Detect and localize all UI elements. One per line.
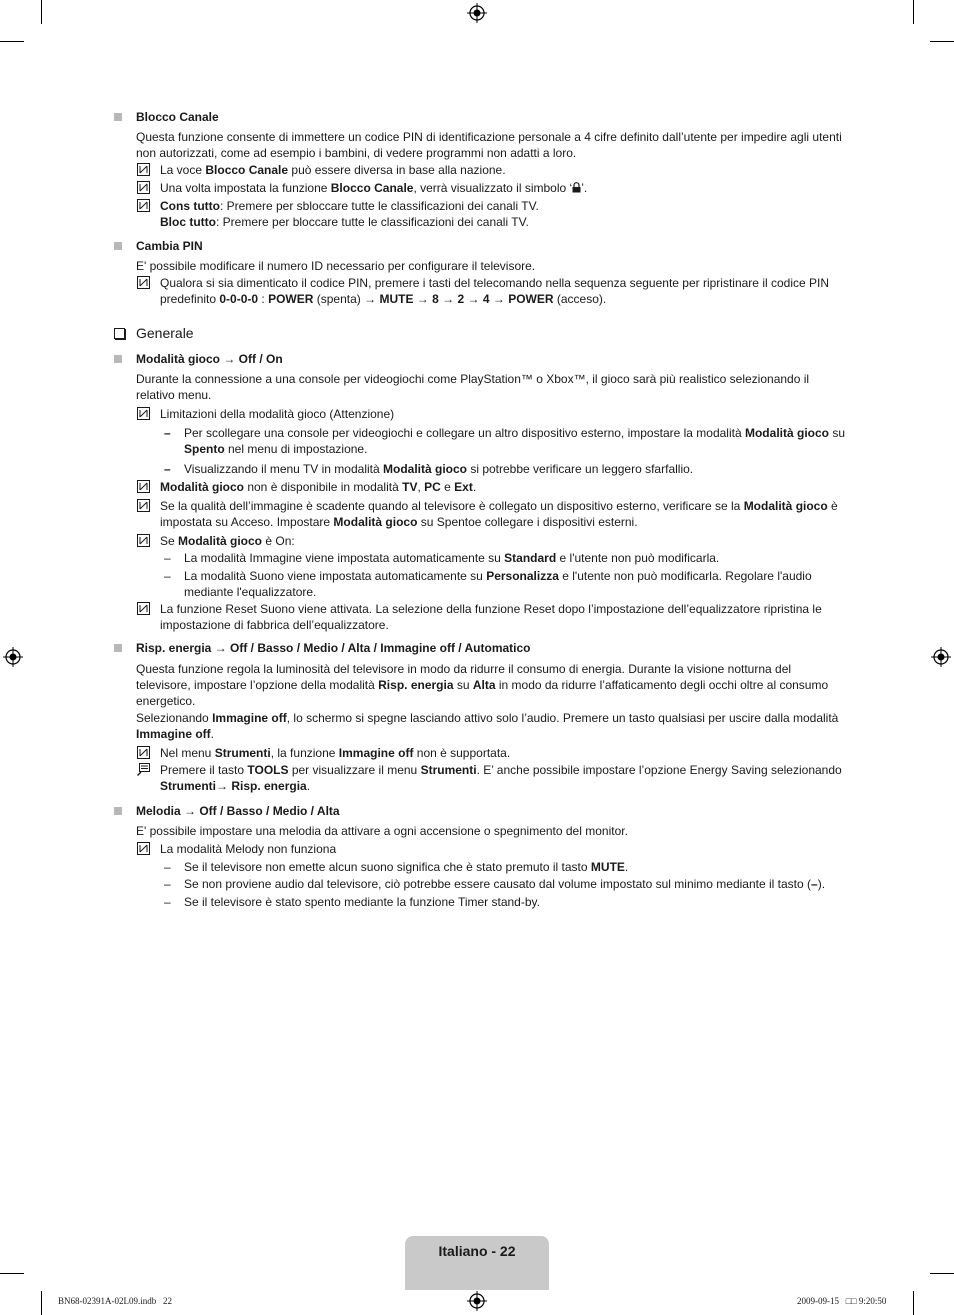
- section-checkbox-icon: [114, 328, 125, 339]
- bullet-square-icon: [114, 242, 122, 250]
- dash-bullet: –: [164, 426, 171, 440]
- dash-bullet: –: [164, 895, 171, 909]
- note-icon: [137, 276, 150, 289]
- registration-mark-icon: [467, 3, 487, 23]
- note-text: La funzione Reset Suono viene attivata. La selezione della funzione Reset dopo l’impostazione dell’equalizzatore ripristina le impostazione di fabbrica dell’equalizzatore.: [160, 602, 822, 632]
- crop-mark: [930, 1273, 954, 1274]
- bullet-square-icon: [114, 644, 122, 652]
- tools-text: Premere il tasto TOOLS per visualizzare il menu Strumenti. E’ anche possibile impostare l’opzione Energy Saving selezionando Strumenti→ Risp. energia.: [160, 763, 842, 793]
- crop-mark: [913, 0, 914, 24]
- melodia-desc: E' possibile impostare una melodia da attivare a ogni accensione o spegnimento del monitor.: [136, 824, 628, 838]
- page-number: Italiano - 22: [438, 1243, 516, 1259]
- dash-text: Per scollegare una console per videogiochi e collegare un altro dispositivo esterno, impostare la modalità Modalità gioco su Spento nel menu di impostazione.: [184, 426, 845, 456]
- bullet-square-icon: [114, 355, 122, 363]
- melodia-heading: Melodia → Off / Basso / Medio / Alta: [136, 804, 340, 818]
- lock-icon: [572, 182, 581, 193]
- note-text: La voce Blocco Canale può essere diversa in base alla nazione.: [160, 163, 506, 177]
- note-text: Modalità gioco non è disponibile in modalità TV, PC e Ext.: [160, 480, 477, 494]
- note-icon: [137, 407, 150, 420]
- note-text: Se la qualità dell’immagine è scadente quando al televisore è collegato un dispositivo esterno, verificare se la Modalità gioco è impostata su Acceso. Impostare Modalità gioco su Spentoe collegare i dispositivi esterni.: [160, 499, 838, 529]
- dash-bullet: –: [164, 877, 171, 891]
- note-text: Limitazioni della modalità gioco (Attenzione): [160, 407, 395, 421]
- bullet-square-icon: [114, 807, 122, 815]
- dash-text: Se non proviene audio dal televisore, ciò potrebbe essere causato dal volume impostato sul minimo mediante il tasto (–).: [184, 877, 826, 891]
- dash-bullet: –: [164, 569, 171, 583]
- dash-text: Visualizzando il menu TV in modalità Modalità gioco si potrebbe verificare un leggero sfarfallio.: [184, 462, 694, 476]
- dash-bullet: –: [164, 860, 171, 874]
- crop-mark: [41, 0, 42, 24]
- note-text: Cons tutto: Premere per sbloccare tutte le classificazioni dei canali TV. Bloc tutto: Premere per bloccare tutte le classificazioni dei canali TV.: [160, 199, 539, 229]
- note-text: La modalità Melody non funziona: [160, 842, 337, 856]
- registration-mark-icon: [931, 647, 951, 667]
- dash-bullet: –: [164, 462, 171, 476]
- print-slug-date: 2009-09-15 □□ 9:20:50: [797, 1296, 887, 1306]
- dash-bullet: –: [164, 551, 171, 565]
- risp-energia-heading: Risp. energia → Off / Basso / Medio / Alta / Immagine off / Automatico: [136, 641, 531, 655]
- blocco-canale-desc: Questa funzione consente di immettere un codice PIN di identificazione personale a 4 cifre definito dall’utente per impedire agli utenti non autorizzati, come ad esempio i bambini, di vedere programmi non adatti a loro.: [136, 130, 842, 160]
- section-title: Generale: [136, 325, 194, 341]
- crop-mark: [913, 1291, 914, 1315]
- note-icon: [137, 163, 150, 176]
- blocco-canale-heading: Blocco Canale: [136, 110, 219, 124]
- note-icon: [137, 480, 150, 493]
- risp-energia-desc-2: Selezionando Immagine off, lo schermo si spegne lasciando attivo solo l’audio. Premere un tasto qualsiasi per uscire dalla modalità Immagine off.: [136, 711, 839, 741]
- note-icon: [137, 602, 150, 615]
- dash-text: La modalità Immagine viene impostata automaticamente su Standard e l'utente non può modificarla.: [184, 551, 720, 565]
- crop-mark: [930, 41, 954, 42]
- tools-icon: [137, 763, 150, 776]
- note-text: Qualora si sia dimenticato il codice PIN, premere i tasti del telecomando nella sequenza seguente per ripristinare il codice PIN predefinito 0-0-0-0 : POWER (spenta) → MUTE → 8 → 2 → 4 → POWER (acceso).: [160, 276, 830, 306]
- note-icon: [137, 199, 150, 212]
- note-text: Nel menu Strumenti, la funzione Immagine off non è supportata.: [160, 746, 511, 760]
- note-icon: [137, 499, 150, 512]
- cambia-pin-desc: E' possibile modificare il numero ID necessario per configurare il televisore.: [136, 259, 536, 273]
- registration-mark-icon: [467, 1291, 487, 1311]
- modalita-gioco-desc: Durante la connessione a una console per videogiochi come PlayStation™ o Xbox™, il gioco sarà più realistico selezionando il relativo menu.: [136, 372, 810, 402]
- dash-text: Se il televisore è stato spento mediante la funzione Timer stand-by.: [184, 895, 540, 909]
- cambia-pin-heading: Cambia PIN: [136, 239, 203, 253]
- note-icon: [137, 842, 150, 855]
- note-icon: [137, 181, 150, 194]
- bullet-square-icon: [114, 113, 122, 121]
- registration-mark-icon: [3, 647, 23, 667]
- risp-energia-desc: Questa funzione regola la luminosità del televisore in modo da ridurre il consumo di energia. Durante la visione notturna del televisore, impostare l’opzione della modalità Risp. energia su Alta in modo da ridurre l’affaticamento degli occhi oltre al consumo energetico.: [136, 662, 829, 708]
- print-slug-file: BN68-02391A-02L09.indb 22: [58, 1296, 172, 1306]
- crop-mark: [41, 1291, 42, 1315]
- crop-mark: [0, 1273, 24, 1274]
- note-text: Una volta impostata la funzione Blocco Canale, verrà visualizzato il simbolo ‘ ’.: [160, 181, 588, 195]
- note-icon: [137, 746, 150, 759]
- note-icon: [137, 534, 150, 547]
- dash-text: La modalità Suono viene impostata automaticamente su Personalizza e l'utente non può modificarla. Regolare l'audio mediante l'equalizzatore.: [184, 569, 812, 599]
- dash-text: Se il televisore non emette alcun suono significa che è stato premuto il tasto MUTE.: [184, 860, 629, 874]
- crop-mark: [0, 41, 24, 42]
- modalita-gioco-heading: Modalità gioco → Off / On: [136, 352, 283, 366]
- note-text: Se Modalità gioco è On:: [160, 534, 295, 548]
